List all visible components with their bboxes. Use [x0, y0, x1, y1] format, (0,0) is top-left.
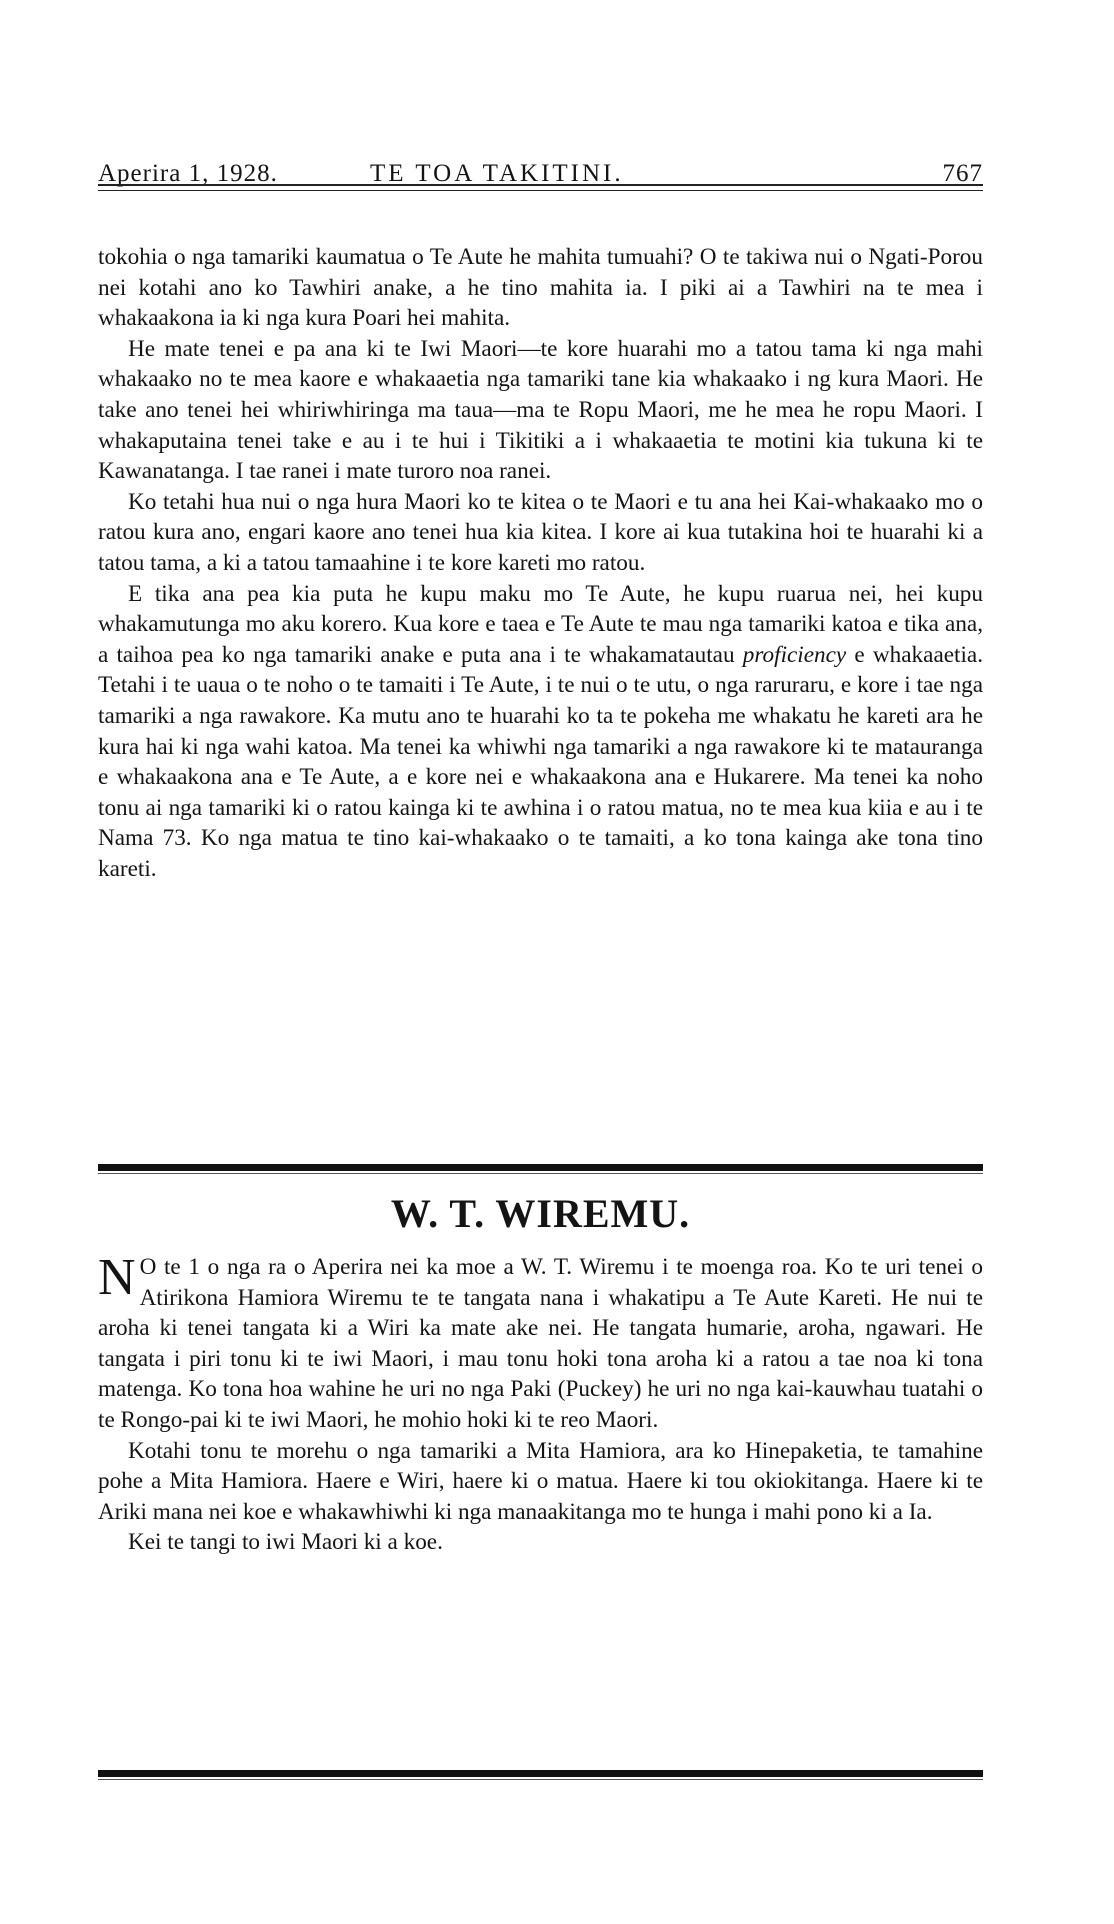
article-text: E tika ana pea kia puta he kupu maku mo Te Aute, he kupu ruarua nei, hei kupu whakamutunga mo aku korero. Kua kore e taea e Te Aute te mau nga tamariki katoa e tika ana, a taihoa pea ko nga tamariki anake e puta ana i te whakamatautau: [98, 580, 983, 668]
drop-cap: N: [98, 1249, 136, 1306]
obituary-paragraph: [98, 1249, 983, 1436]
obituary-body: [98, 1249, 983, 1558]
article-paragraph: Ko tetahi hua nui o nga hura Maori ko te kitea o te Maori e tu ana hei Kai-whakaako mo o ratou kura ano, engari kaore ano tenei hua kia kitea. I kore ai kua tutakina hoi te huarahi ki a tatou tama, a ki a tatou tamaahine i te kore kareti mo ratou.: [98, 488, 983, 576]
obituary-text: O te 1 o nga ra o Aperira nei ka moe a W. T. Wiremu i te moenga roa. Ko te uri tenei o Atirikona Hamiora Wiremu te te tangata nana i whakatipu a Te Aute Kareti. He nui te aroha ki tenei tangata ki a Wiri ka mate ake nei. He tangata humarie, aroha, ngawari. He tangata i piri tonu ki te iwi Maori, i mau tonu hoki tona aroha ki a ratou a tae noa ki tona matenga. Ko tona hoa wahine he uri no nga Paki (Puckey) he uri no nga kai-kauwhau tuatahi o te Rongo-pai ki te iwi Maori, he mohio hoki ki te reo Maori.: [98, 1254, 983, 1433]
obituary-paragraph: Kei te tangi to iwi Maori ki a koe.: [128, 1529, 443, 1556]
article-paragraph: [98, 579, 983, 885]
obituary-title: W. T. WIREMU.: [390, 1191, 691, 1236]
page-number: 767: [942, 160, 983, 187]
header-rule: [98, 184, 983, 186]
issue-date: Aperira 1, 1928.: [98, 160, 278, 187]
article-continued: [98, 242, 983, 884]
publication-title: TE TOA TAKITINI.: [370, 160, 624, 187]
header-rule-secondary: [98, 190, 983, 191]
closing-divider: [98, 1770, 983, 1777]
article-paragraph: He mate tenei e pa ana ki te Iwi Maori—te kore huarahi mo a tatou tama ki nga mahi whakaako no te mea kaore e whakaaetia nga tamariki tane kia whakaako i ng kura Maori. He take ano tenei hei whiriwhiringa ma taua—ma te Ropu Maori, me he mea he ropu Maori. I whakaputaina tenei take e au i te hui i Tikitiki a i whakaaetia te motini kia tukuna ki te Kawanatanga. I tae ranei i mate turoro noa ranei.: [98, 335, 983, 485]
italic-term: proficiency: [742, 641, 847, 668]
article-paragraph: tokohia o nga tamariki kaumatua o Te Aute he mahita tumuahi? O te takiwa nui o Ngati-Porou nei kotahi ano ko Tawhiri anake, a he tino mahita ia. I piki ai a Tawhiri na te mea i whakaakona ia ki nga kura Poari hei mahita.: [98, 244, 983, 332]
article-text: e whakaaetia. Tetahi i te uaua o te noho o te tamaiti i Te Aute, i te nui o te utu, o nga raruraru, e kore i tae nga tamariki a nga rawakore. Ka mutu ano te huarahi ko ta te pokeha me whakatu he kareti ara he kura hai ki nga wahi katoa. Ma tenei ka whiwhi nga tamariki a nga rawakore ki te matauranga e whakaakona ana e Te Aute, a e kore nei e whakaakona ana e Hukarere. Ma tenei ka noho tonu ai nga tamariki ki o ratou kainga ki te awhina i o ratou matua, no te mea kua kiia e au i te Nama 73. Ko nga matua te tino kai-whakaako o te tamaiti, a ko tona kainga ake tona tino kareti.: [98, 641, 983, 882]
section-divider: [98, 1164, 983, 1171]
obituary-paragraph: Kotahi tonu te morehu o nga tamariki a Mita Hamiora, ara ko Hinepaketia, te tamahine pohe a Mita Hamiora. Haere e Wiri, haere ki o matua. Haere ki tou okiokitanga. Haere ki te Ariki mana nei koe e whakawhiwhi ki nga manaakitanga mo te hunga i mahi pono ki a Ia.: [98, 1437, 983, 1525]
